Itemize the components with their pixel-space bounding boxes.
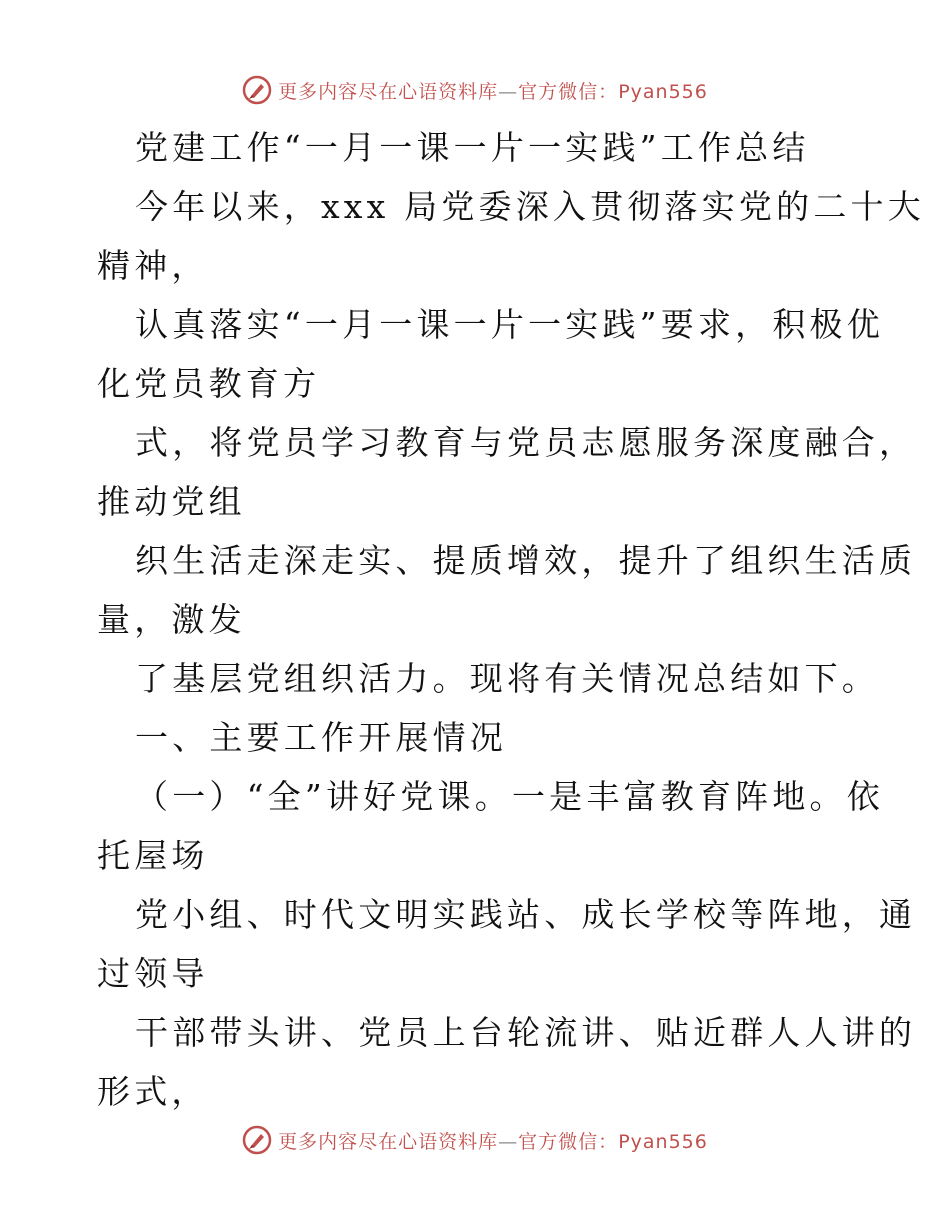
text-line: 党小组、时代文明实践站、成长学校等阵地，通 bbox=[135, 895, 917, 934]
footer-banner-text: 更多内容尽在心语资料库—官方微信：Pyan556 bbox=[278, 1130, 708, 1153]
pen-nib-logo-icon bbox=[242, 1125, 272, 1155]
text-line: 量，激发 bbox=[97, 600, 246, 639]
text-line: 过领导 bbox=[97, 954, 209, 993]
header-banner-text: 更多内容尽在心语资料库—官方微信：Pyan556 bbox=[278, 80, 708, 103]
text-line: 形式， bbox=[97, 1072, 209, 1111]
text-line: 党建工作“一月一课一片一实践”工作总结 bbox=[135, 128, 810, 167]
text-line: 推动党组 bbox=[97, 482, 246, 521]
text-line: 化党员教育方 bbox=[97, 364, 321, 403]
document-body bbox=[97, 118, 925, 1121]
text-line: 今年以来，xxx 局党委深入贯彻落实党的二十大 bbox=[135, 187, 925, 226]
text-line: 了基层党组织活力。现将有关情况总结如下。 bbox=[135, 659, 879, 698]
pen-nib-logo-icon bbox=[242, 75, 272, 105]
text-line: 托屋场 bbox=[97, 836, 209, 875]
text-line: 认真落实“一月一课一片一实践”要求，积极优 bbox=[135, 305, 884, 344]
header-watermark-banner bbox=[0, 70, 950, 110]
text-line: （一）“全”讲好党课。一是丰富教育阵地。依 bbox=[135, 777, 884, 816]
text-line: 精神， bbox=[97, 246, 209, 285]
text-line: 一、主要工作开展情况 bbox=[135, 718, 507, 757]
footer-watermark-banner bbox=[0, 1120, 950, 1160]
text-line: 干部带头讲、党员上台轮流讲、贴近群人人讲的 bbox=[135, 1013, 917, 1052]
text-line: 式，将党员学习教育与党员志愿服务深度融合， bbox=[135, 423, 917, 462]
text-line: 织生活走深走实、提质增效，提升了组织生活质 bbox=[135, 541, 917, 580]
